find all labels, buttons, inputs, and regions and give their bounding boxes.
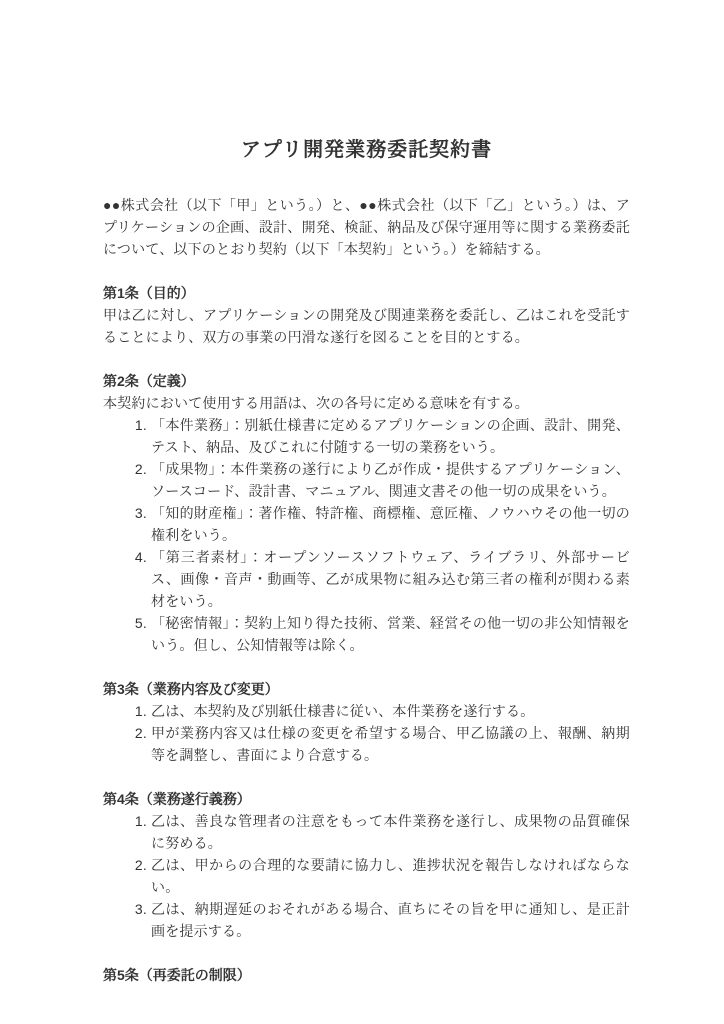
article-2-heading: 第2条（定義）: [103, 373, 195, 389]
article-3-item-1: 1. 乙は、本契約及び別紙仕様書に従い、本件業務を遂行する。: [151, 700, 630, 722]
preamble-paragraph: ●●株式会社（以下「甲」という。）と、●●株式会社（以下「乙」という。）は、アプリケーションの企画、設計、開発、検証、納品及び保守運用等に関する業務委託について、以下のとおり契約（以下「本契約」という。）を締結する。: [103, 197, 630, 257]
article-1-section: [103, 282, 630, 348]
definition-item-2: 2. 「成果物」：本件業務の遂行により乙が作成・提供するアプリケーション、ソースコード、設計書、マニュアル、関連文書その他一切の成果をいう。: [151, 458, 630, 502]
article-1-body: 甲は乙に対し、アプリケーションの開発及び関連業務を委託し、乙はこれを受託することにより、双方の事業の円滑な遂行を図ることを目的とする。: [103, 307, 630, 345]
document-title: アプリ開発業務委託契約書: [240, 139, 493, 161]
article-3-item-2: 2. 甲が業務内容又は仕様の変更を希望する場合、甲乙協議の上、報酬、納期等を調整し、書面により合意する。: [151, 722, 630, 766]
article-3-heading: 第3条（業務内容及び変更）: [103, 681, 279, 697]
article-3-item-list: [103, 700, 630, 766]
definition-item-1: 1. 「本件業務」：別紙仕様書に定めるアプリケーションの企画、設計、開発、テスト、納品、及びこれに付随する一切の業務をいう。: [151, 414, 630, 458]
article-2-section: [103, 370, 630, 656]
article-4-item-list: [103, 810, 630, 942]
definition-item-4: 4. 「第三者素材」：オープンソースソフトウェア、ライブラリ、外部サービス、画像・音声・動画等、乙が成果物に組み込む第三者の権利が関わる素材をいう。: [151, 546, 630, 612]
article-3-section: [103, 678, 630, 766]
article-5-heading: 第5条（再委託の制限）: [103, 967, 251, 983]
article-4-section: [103, 788, 630, 942]
article-1-heading: 第1条（目的）: [103, 285, 195, 301]
article-5-section: [103, 964, 630, 986]
article-4-item-2: 2. 乙は、甲からの合理的な要請に協力し、進捗状況を報告しなければならない。: [151, 854, 630, 898]
article-2-intro: 本契約において使用する用語は、次の各号に定める意味を有する。: [103, 395, 529, 411]
article-4-item-1: 1. 乙は、善良な管理者の注意をもって本件業務を遂行し、成果物の品質確保に努める。: [151, 810, 630, 854]
definition-item-5: 5. 「秘密情報」：契約上知り得た技術、営業、経営その他一切の非公知情報をいう。但し、公知情報等は除く。: [151, 612, 630, 656]
article-2-item-list: [103, 414, 630, 656]
definition-item-3: 3. 「知的財産権」：著作権、特許権、商標権、意匠権、ノウハウその他一切の権利をいう。: [151, 502, 630, 546]
article-4-item-3: 3. 乙は、納期遅延のおそれがある場合、直ちにその旨を甲に通知し、是正計画を提示する。: [151, 898, 630, 942]
article-4-heading: 第4条（業務遂行義務）: [103, 791, 251, 807]
